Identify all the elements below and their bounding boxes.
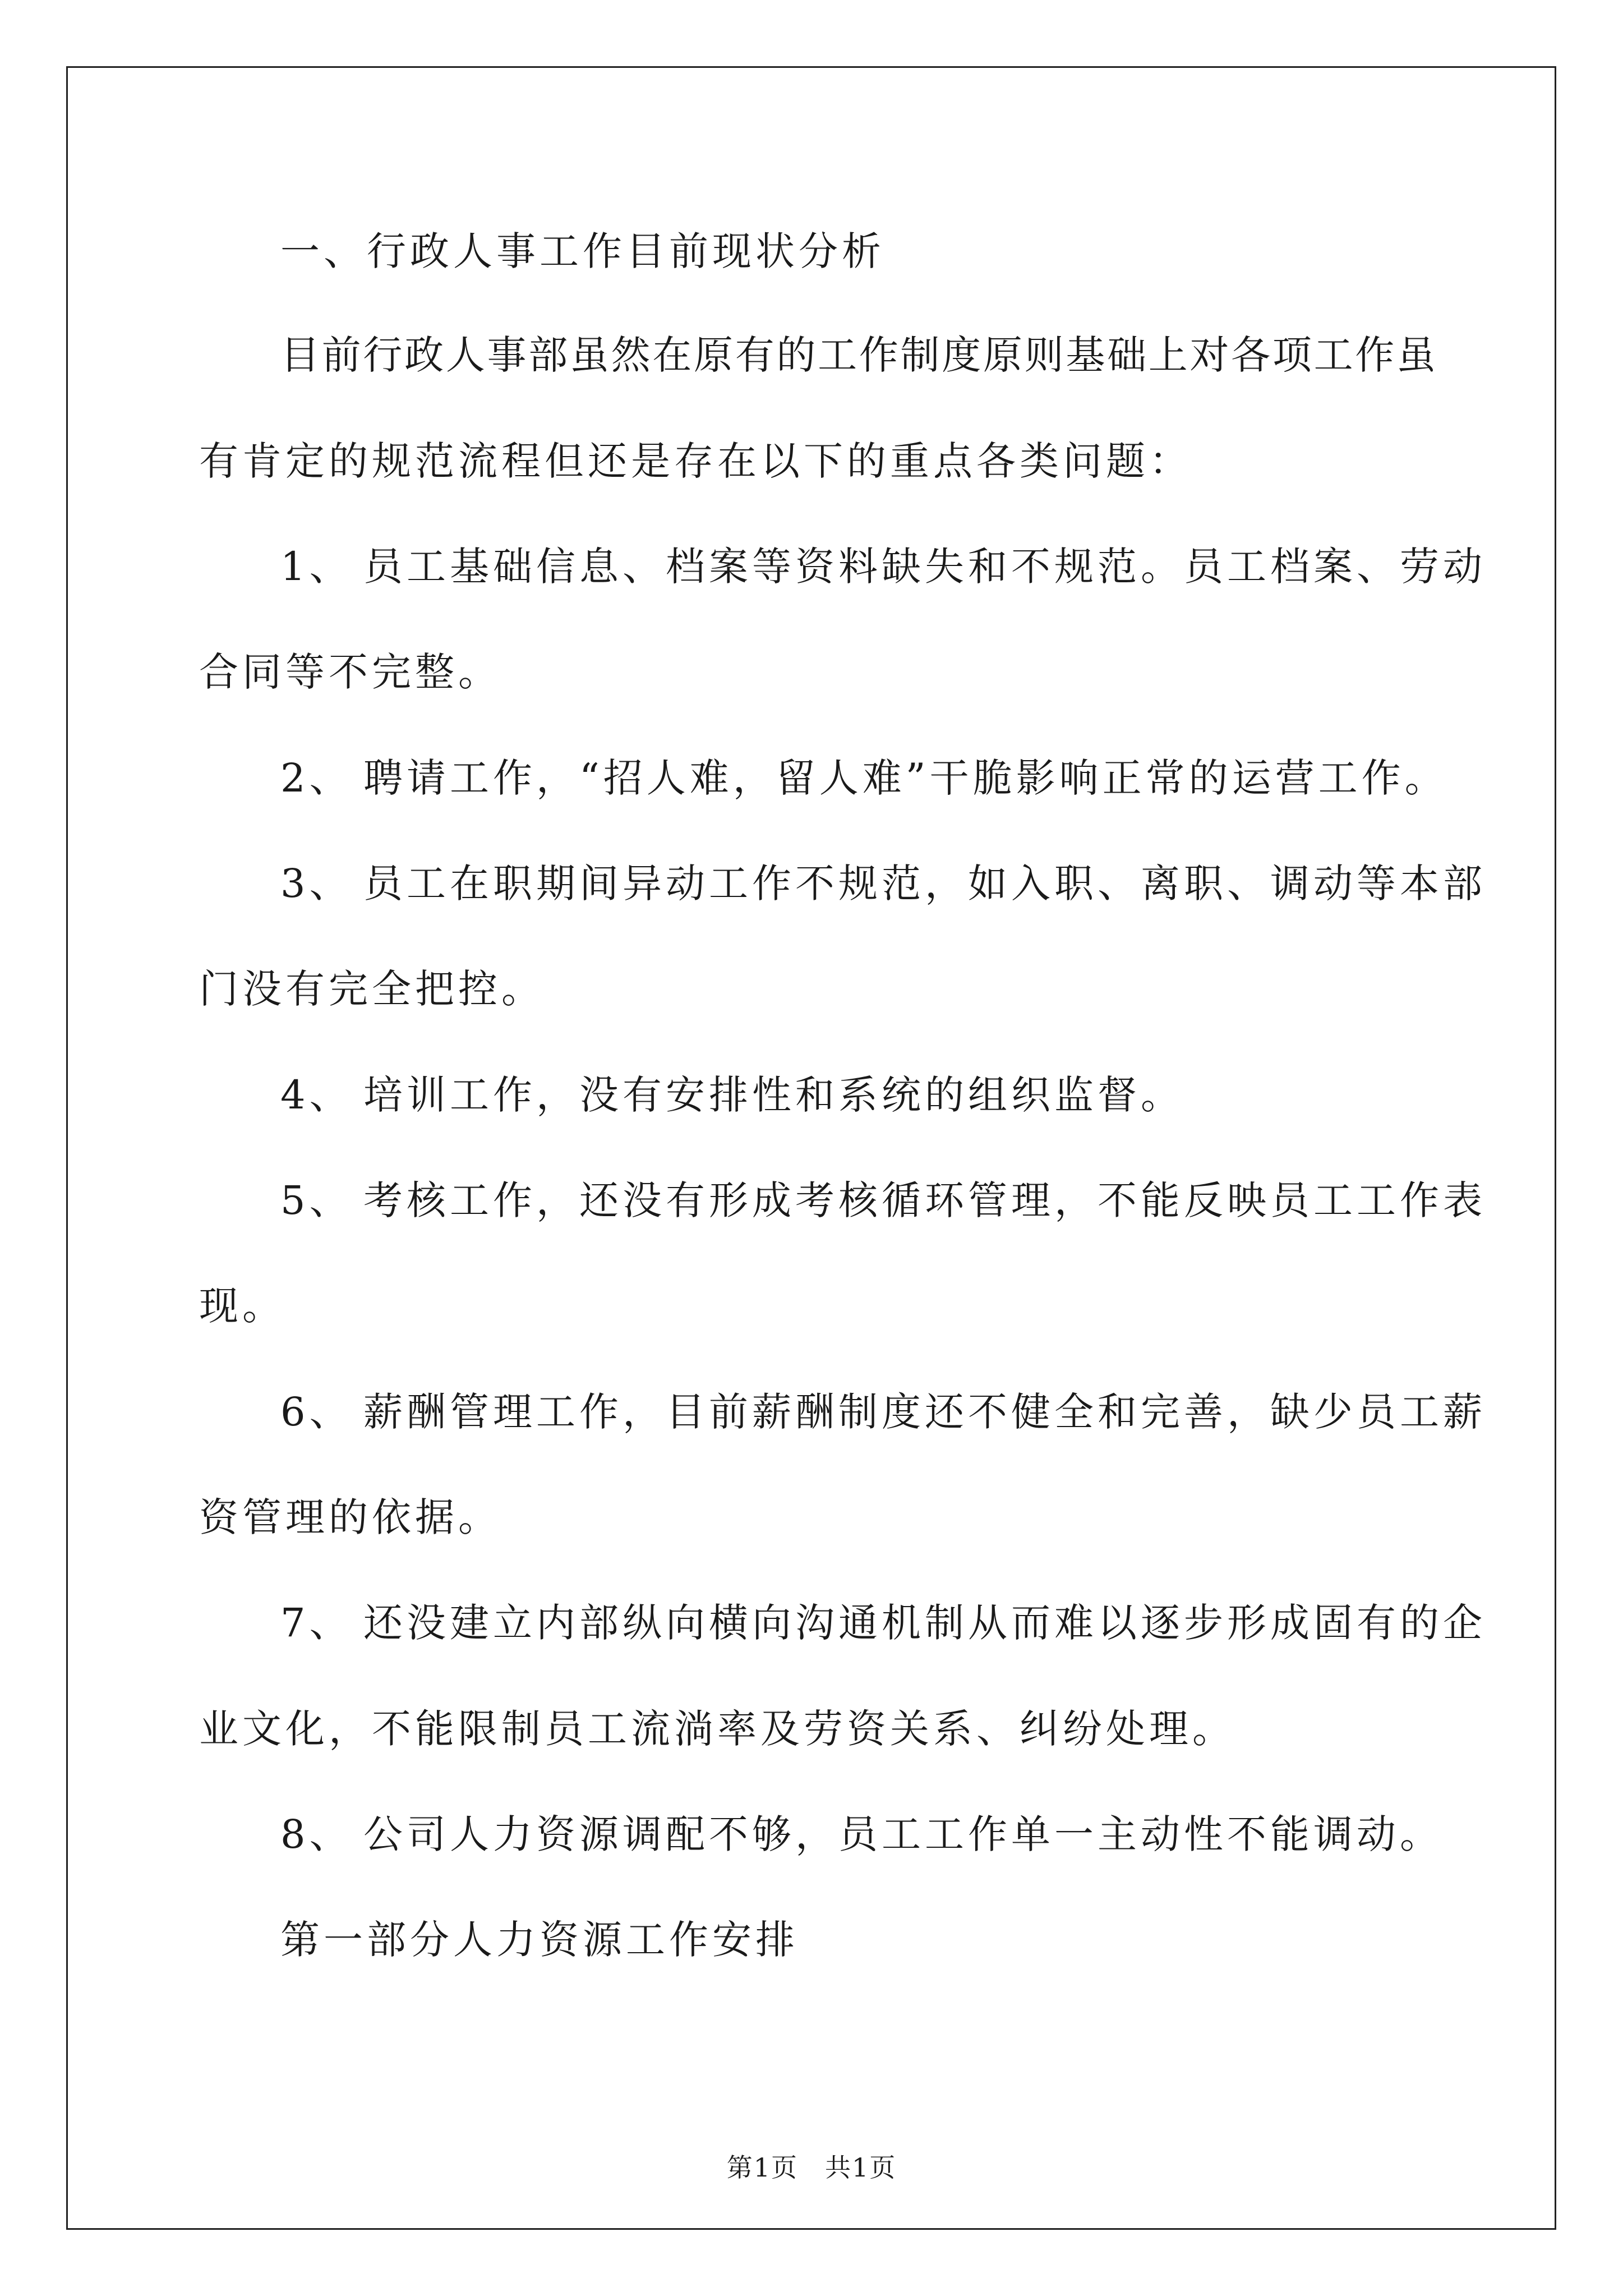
list-item-number: 2、 [280,755,353,801]
list-item-text: 公司人力资源调配不够，员工工作单一主动性不能调动。 [363,1811,1443,1857]
page-border [66,66,1556,2230]
part-heading: 第一部分人力资源工作安排 [280,1917,799,1963]
list-item-text: 考核工作，还没有形成考核循环管理，不能反映员工工作表 [363,1177,1486,1223]
list-item-5 [280,1177,1486,1223]
list-item-text: 培训工作，没有安排性和系统的组织监督。 [363,1072,1184,1118]
list-item-number: 6、 [280,1389,353,1435]
list-item-6-continuation: 资管理的依据。 [199,1494,501,1540]
list-item-number: 7、 [280,1600,353,1646]
list-item-5-continuation: 现。 [199,1283,285,1329]
list-item-2 [280,755,1448,801]
list-item-1 [280,544,1486,590]
list-item-8 [280,1811,1443,1857]
list-item-text: 聘请工作，“招人难，留人难”干脆影响正常的运营工作。 [363,755,1448,801]
list-item-3-continuation: 门没有完全把控。 [199,966,545,1012]
section-title: 一、行政人事工作目前现状分析 [280,228,885,274]
list-item-number: 3、 [280,861,353,907]
list-item-6 [280,1389,1486,1435]
list-item-text: 还没建立内部纵向横向沟通机制从而难以逐步形成固有的企 [363,1600,1486,1646]
page-footer: 第1页 共1页 [726,2152,897,2183]
list-item-number: 5、 [280,1177,353,1223]
list-item-3 [280,861,1486,907]
list-item-number: 1、 [280,544,353,590]
list-item-number: 4、 [280,1072,353,1118]
intro-line-1: 目前行政人事部虽然在原有的工作制度原则基础上对各项工作虽 [280,332,1436,378]
list-item-7-continuation: 业文化，不能限制员工流淌率及劳资关系、纠纷处理。 [199,1706,1235,1752]
list-item-4 [280,1072,1184,1118]
list-item-text: 薪酬管理工作，目前薪酬制度还不健全和完善，缺少员工薪 [363,1389,1486,1435]
list-item-7 [280,1600,1486,1646]
list-item-number: 8、 [280,1811,353,1857]
list-item-text: 员工在职期间异动工作不规范，如入职、离职、调动等本部 [363,861,1486,907]
list-item-text: 员工基础信息、档案等资料缺失和不规范。员工档案、劳动 [363,544,1486,590]
list-item-1-continuation: 合同等不完整。 [199,649,501,695]
intro-line-2: 有肯定的规范流程但还是存在以下的重点各类问题： [199,438,1192,484]
